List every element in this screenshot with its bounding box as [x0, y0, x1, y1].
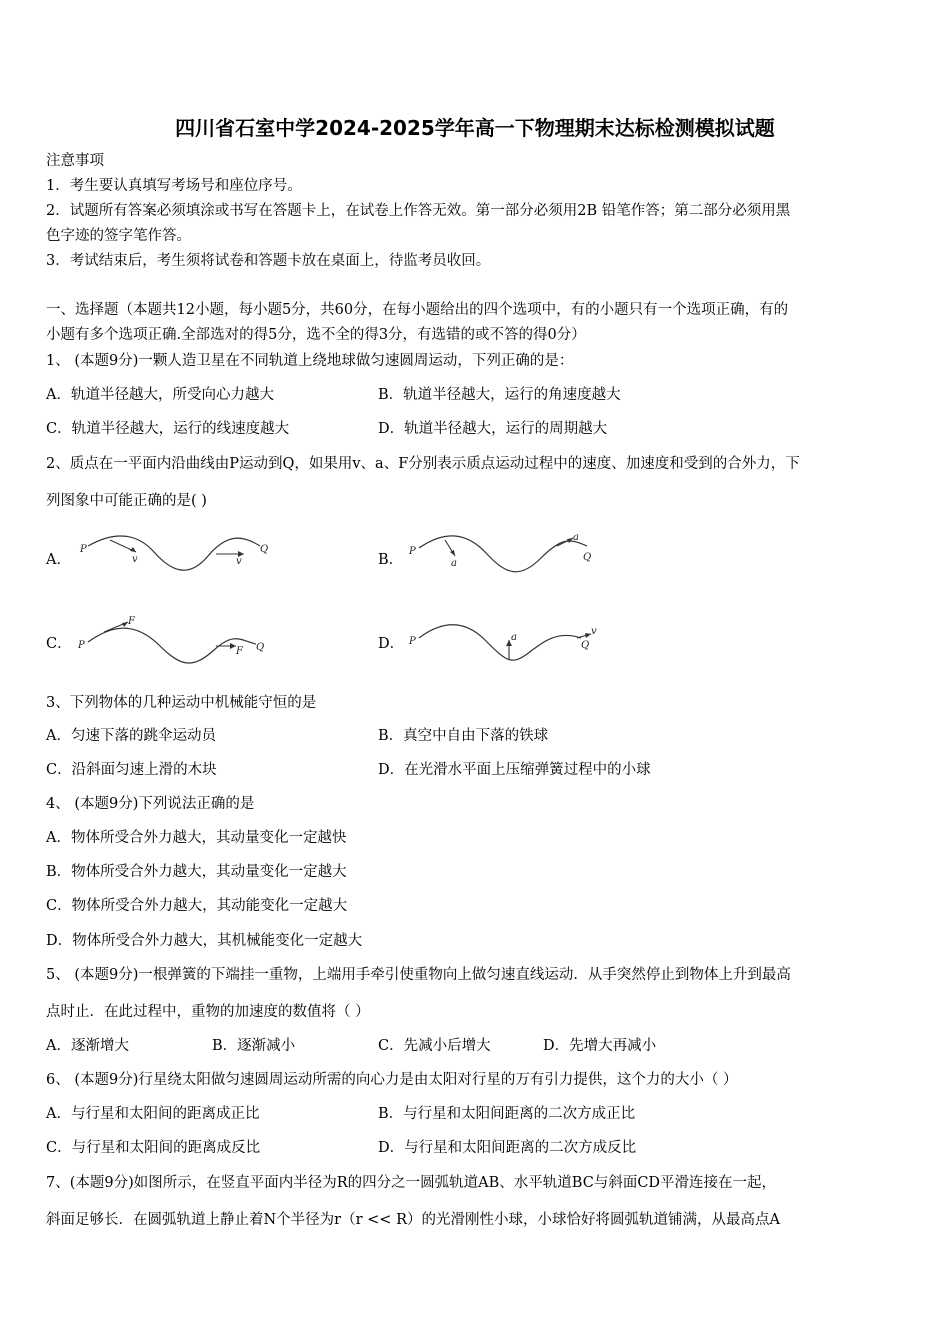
- q3-option-b[interactable]: B．真空中自由下落的铁球: [378, 728, 549, 744]
- q3-option-d[interactable]: D．在光滑水平面上压缩弹簧过程中的小球: [378, 762, 651, 778]
- q2-stem: 列图象中可能正确的是( ): [46, 493, 207, 509]
- q4-option-a[interactable]: A．物体所受合外力越大，其动量变化一定越快: [46, 830, 347, 846]
- q2-option-a[interactable]: A．: [46, 552, 71, 568]
- label-q: Q: [583, 552, 592, 563]
- q2-figure-d: [405, 616, 605, 668]
- q3-option-c[interactable]: C．沿斜面匀速上滑的木块: [46, 762, 217, 778]
- notice-item: 色字迹的签字笔作答。: [46, 228, 191, 244]
- label-a: a: [511, 632, 517, 643]
- q2-figure-b: [405, 528, 605, 578]
- section-header-line: 一、选择题（本题共12小题，每小题5分，共60分，在每小题给出的四个选项中，有的小题只有一个选项正确，有的: [46, 302, 789, 318]
- label-p: P: [409, 546, 416, 557]
- label-a: a: [451, 558, 457, 569]
- label-p: P: [409, 636, 416, 647]
- label-f: F: [236, 646, 243, 657]
- label-f: F: [128, 616, 135, 627]
- q6-option-b[interactable]: B．与行星和太阳间距离的二次方成正比: [378, 1106, 636, 1122]
- q7-stem: 7、(本题9分)如图所示，在竖直平面内半径为R的四分之一圆弧轨道AB、水平轨道BC与斜面CD平滑连接在一起，: [46, 1175, 777, 1191]
- q5-option-c[interactable]: C．先减小后增大: [378, 1038, 491, 1054]
- label-q: Q: [581, 640, 590, 651]
- q5-option-a[interactable]: A．逐渐增大: [46, 1038, 129, 1054]
- label-a: a: [573, 532, 579, 543]
- label-v: v: [591, 626, 597, 637]
- q7-stem: 斜面足够长．在圆弧轨道上静止着N个半径为r（r << R）的光滑刚性小球，小球恰好将圆弧轨道铺满，从最高点A: [46, 1212, 780, 1228]
- q2-option-c[interactable]: C．: [46, 636, 72, 652]
- notice-item: 2．试题所有答案必须填涂或书写在答题卡上，在试卷上作答无效。第一部分必须用2B 铅笔作答；第二部分必须用黑: [46, 203, 791, 219]
- q2-option-d[interactable]: D．: [378, 636, 405, 652]
- label-q: Q: [260, 544, 269, 555]
- notice-heading: 注意事项: [46, 153, 104, 169]
- label-v: v: [236, 556, 242, 567]
- label-q: Q: [256, 642, 265, 653]
- q5-stem: 5、 (本题9分)一根弹簧的下端挂一重物，上端用手牵引使重物向上做匀速直线运动．从手突然停止到物体上升到最高: [46, 967, 791, 983]
- q6-option-a[interactable]: A．与行星和太阳间的距离成正比: [46, 1106, 260, 1122]
- q6-option-c[interactable]: C．与行星和太阳间的距离成反比: [46, 1140, 261, 1156]
- q3-stem: 3、下列物体的几种运动中机械能守恒的是: [46, 695, 317, 711]
- q1-option-a[interactable]: A．轨道半径越大，所受向心力越大: [46, 387, 274, 403]
- page-title: 四川省石室中学2024-2025学年高一下物理期末达标检测模拟试题: [175, 116, 775, 140]
- q3-option-a[interactable]: A．匀速下落的跳伞运动员: [46, 728, 216, 744]
- q4-stem: 4、 (本题9分)下列说法正确的是: [46, 796, 255, 812]
- q5-option-b[interactable]: B．逐渐减小: [212, 1038, 296, 1054]
- section-header-line: 小题有多个选项正确.全部选对的得5分，选不全的得3分，有选错的或不答的得0分）: [46, 327, 586, 343]
- q2-stem: 2、质点在一平面内沿曲线由P运动到Q，如果用v、a、F分别表示质点运动过程中的速度、加速度和受到的合外力，下: [46, 456, 800, 472]
- q1-option-d[interactable]: D．轨道半径越大，运行的周期越大: [378, 421, 608, 437]
- notice-item: 1．考生要认真填写考场号和座位序号。: [46, 178, 302, 194]
- q1-option-c[interactable]: C．轨道半径越大，运行的线速度越大: [46, 421, 290, 437]
- q5-stem: 点时止．在此过程中，重物的加速度的数值将（ ）: [46, 1004, 370, 1020]
- notice-item: 3．考试结束后，考生须将试卷和答题卡放在桌面上，待监考员收回。: [46, 253, 491, 269]
- q4-option-c[interactable]: C．物体所受合外力越大，其动能变化一定越大: [46, 898, 348, 914]
- q1-option-b[interactable]: B．轨道半径越大，运行的角速度越大: [378, 387, 621, 403]
- q2-figure-c: [76, 612, 276, 668]
- q2-figure-a: [76, 530, 276, 580]
- q6-stem: 6、 (本题9分)行星绕太阳做匀速圆周运动所需的向心力是由太阳对行星的万有引力提供，这个力的大小（ ）: [46, 1072, 738, 1088]
- q4-option-b[interactable]: B．物体所受合外力越大，其动量变化一定越大: [46, 864, 347, 880]
- q6-option-d[interactable]: D．与行星和太阳间距离的二次方成反比: [378, 1140, 637, 1156]
- label-v: v: [132, 554, 138, 565]
- q1-stem: 1、 (本题9分)一颗人造卫星在不同轨道上绕地球做匀速圆周运动，下列正确的是：: [46, 353, 574, 369]
- label-p: P: [80, 544, 87, 555]
- q2-option-b[interactable]: B．: [378, 552, 404, 568]
- q5-option-d[interactable]: D．先增大再减小: [543, 1038, 657, 1054]
- q4-option-d[interactable]: D．物体所受合外力越大，其机械能变化一定越大: [46, 933, 363, 949]
- label-p: P: [78, 640, 85, 651]
